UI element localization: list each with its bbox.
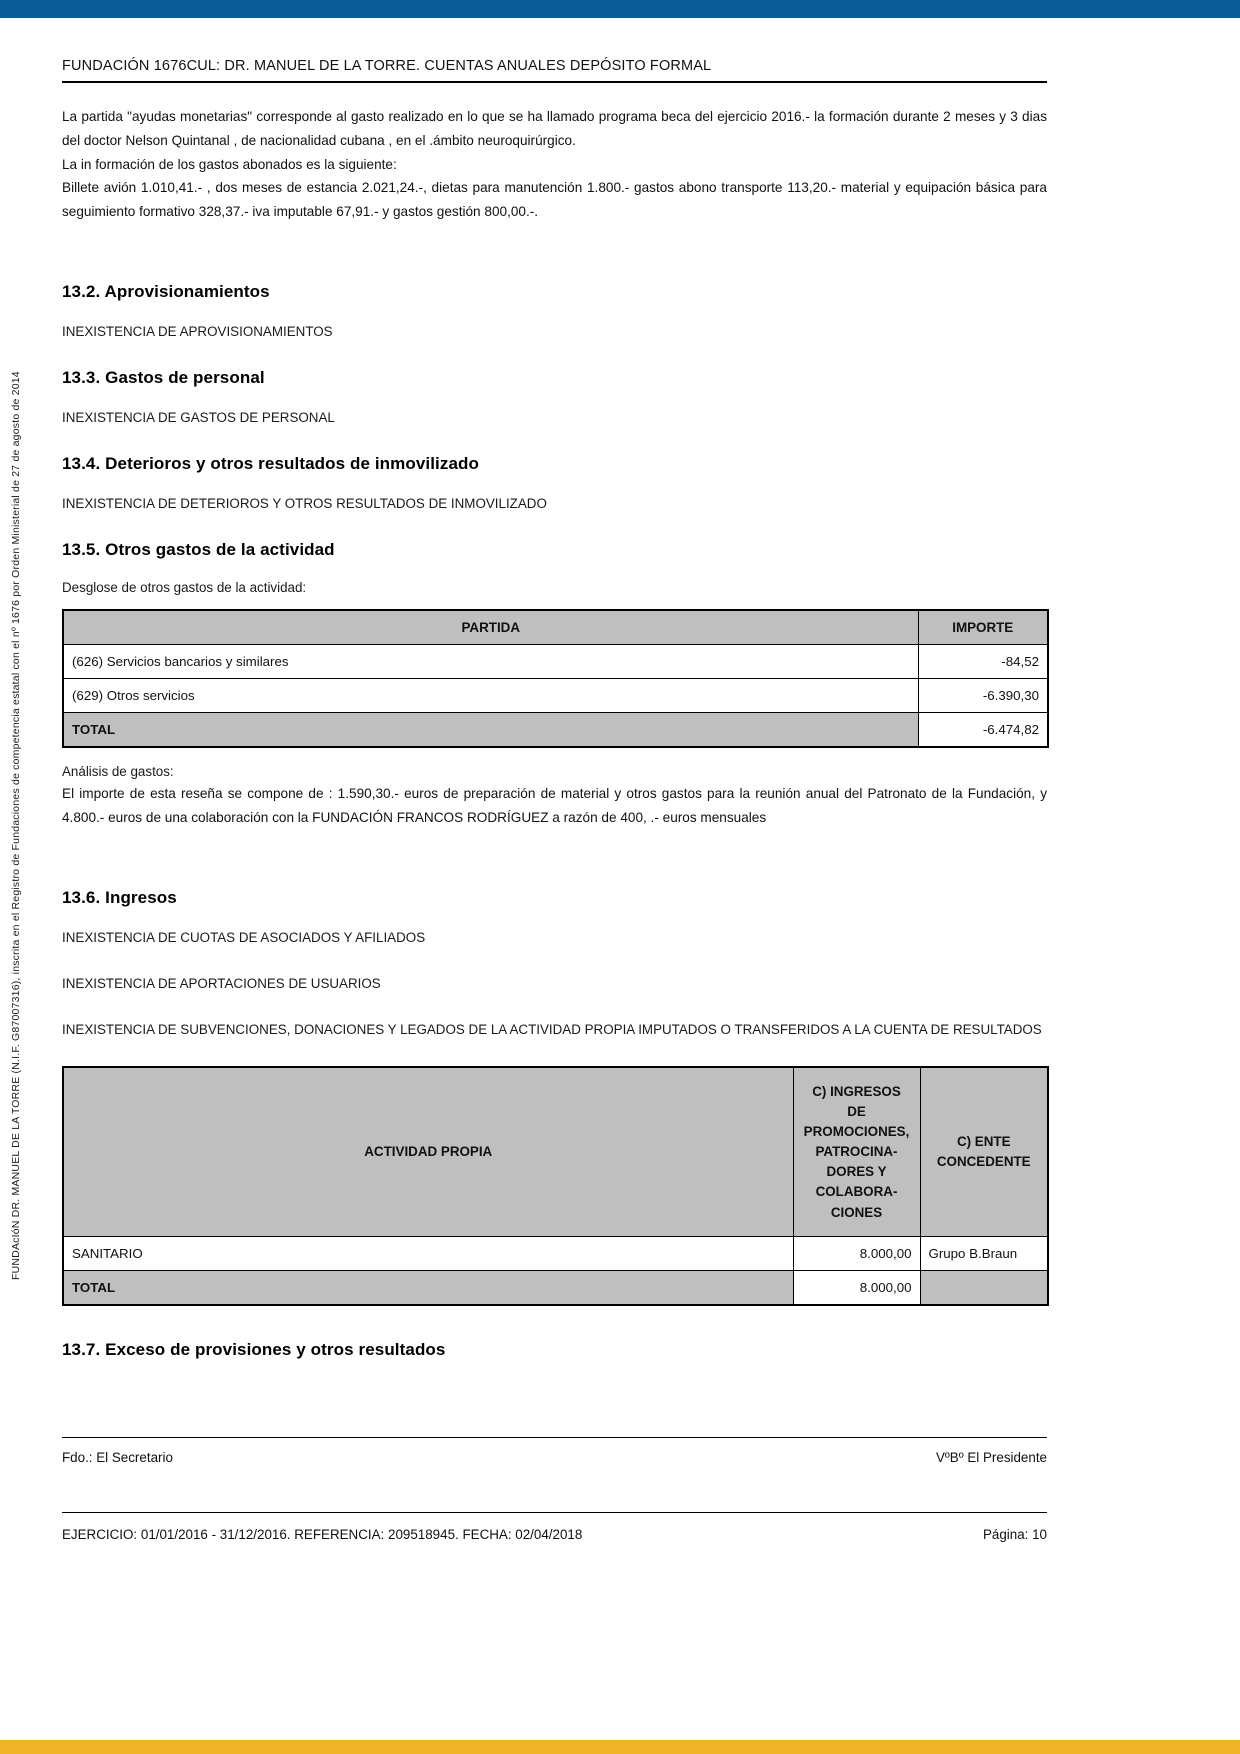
header-line: DE xyxy=(847,1103,866,1119)
table-row xyxy=(63,1237,1048,1271)
table-ingresos-header-row xyxy=(63,1067,1048,1237)
page-footer xyxy=(62,1527,1047,1542)
cell-total-ente xyxy=(920,1271,1048,1306)
section-title-13-2: 13.2. Aprovisionamientos xyxy=(62,281,270,301)
header-line: PROMOCIONES, xyxy=(803,1124,910,1140)
cell-importe: -84,52 xyxy=(918,645,1048,679)
signature-divider xyxy=(62,1437,1047,1438)
section-body-13-6-a: INEXISTENCIA DE CUOTAS DE ASOCIADOS Y AFILIADOS xyxy=(62,929,426,945)
table-gastos-header-row xyxy=(63,610,1048,645)
spacer xyxy=(62,830,1047,888)
section-body-13-2: INEXISTENCIA DE APROVISIONAMIENTOS xyxy=(62,323,333,339)
table-row xyxy=(63,679,1048,713)
intro-paragraph-1: La partida "ayudas monetarias" corresponde al gasto realizado en lo que se ha llamado programa beca del ejercicio 2016.- la formación durante 2 meses y 3 dias del doctor Nelson Quintanal , de nacionalidad cubana , en el .ámbito neuroquirúrgico. xyxy=(62,109,1047,148)
footer-exercise-reference: EJERCICIO: 01/01/2016 - 31/12/2016. REFERENCIA: 209518945. FECHA: 02/04/2018 xyxy=(62,1527,583,1542)
analysis-label: Análisis de gastos: xyxy=(62,764,174,780)
header-divider xyxy=(62,81,1047,83)
signature-secretary: Fdo.: El Secretario xyxy=(62,1450,173,1465)
section-title-13-6: 13.6. Ingresos xyxy=(62,887,177,907)
signature-row xyxy=(62,1450,1047,1465)
cell-ente: Grupo B.Braun xyxy=(920,1237,1048,1271)
footer-page-number: Página: 10 xyxy=(982,1527,1047,1542)
table-otros-gastos xyxy=(62,609,1049,748)
spacer xyxy=(62,748,1047,762)
spacer xyxy=(62,224,1047,282)
col-header-partida: PARTIDA xyxy=(63,610,918,645)
header-line: C) ENTE xyxy=(956,1134,1011,1150)
document-header-title: FUNDACIÓN 1676CUL: DR. MANUEL DE LA TORRE. CUENTAS ANUALES DEPÓSITO FORMAL xyxy=(62,58,712,74)
bottom-accent-bar xyxy=(0,1740,1240,1754)
section-title-13-7: 13.7. Exceso de provisiones y otros resultados xyxy=(62,1340,446,1360)
section-body-13-3: INEXISTENCIA DE GASTOS DE PERSONAL xyxy=(62,410,335,426)
signature-president: VºBº El Presidente xyxy=(935,1450,1047,1465)
cell-actividad: SANITARIO xyxy=(63,1237,793,1271)
intro-paragraph-3: Billete avión 1.010,41.- , dos meses de estancia 2.021,24.-, dietas para manutención 1.800.- gastos abono transporte 113,20.- material y equipación básica para seguimiento formativo 328,37.- iva imputable 67,91.- y gastos gestión 800,00.-. xyxy=(62,180,1047,220)
section-body-13-6-c: INEXISTENCIA DE SUBVENCIONES, DONACIONES Y LEGADOS DE LA ACTIVIDAD PROPIA IMPUTADOS O TRANSFERIDOS A LA CUENTA DE RESULTADOS xyxy=(62,1022,1042,1038)
footer-divider xyxy=(62,1512,1047,1513)
cell-ingresos: 8.000,00 xyxy=(793,1237,920,1271)
header-line: C) INGRESOS xyxy=(812,1083,901,1099)
section-title-13-5: 13.5. Otros gastos de la actividad xyxy=(62,540,335,560)
cell-total-ingresos: 8.000,00 xyxy=(793,1271,920,1306)
table-gastos-lead: Desglose de otros gastos de la actividad: xyxy=(62,580,307,596)
section-title-13-4: 13.4. Deterioros y otros resultados de inmovilizado xyxy=(62,454,479,474)
cell-partida: (626) Servicios bancarios y similares xyxy=(63,645,918,679)
spacer xyxy=(62,1306,1047,1340)
cell-importe: -6.390,30 xyxy=(918,679,1048,713)
vertical-registry-note: FUNDAcIóN DR. MANUEL DE LA TORRE (N.I.F. G87007316), inscrita en el Registro de Fundaciones de competencia estatal con el nº 1676 por Orden Ministerial de 27 de agosto de 2014 xyxy=(10,371,22,1280)
table-ingresos-actividad xyxy=(62,1066,1049,1306)
header-line: CONCEDENTE xyxy=(936,1154,1031,1170)
cell-total-importe: -6.474,82 xyxy=(918,713,1048,748)
col-header-ente-concedente xyxy=(920,1067,1048,1237)
col-header-ingresos-promociones xyxy=(793,1067,920,1237)
table-ingresos-total-row xyxy=(63,1271,1048,1306)
cell-partida: (629) Otros servicios xyxy=(63,679,918,713)
table-gastos-total-row xyxy=(63,713,1048,748)
header-line: COLABORA- xyxy=(815,1184,898,1200)
header-line: PATROCINA- xyxy=(815,1144,898,1160)
intro-paragraph-2: La in formación de los gastos abonados es la siguiente: xyxy=(62,156,397,172)
top-accent-bar xyxy=(0,0,1240,18)
table-row xyxy=(63,645,1048,679)
section-body-13-4: INEXISTENCIA DE DETERIOROS Y OTROS RESULTADOS DE INMOVILIZADO xyxy=(62,496,547,512)
header-line: CIONES xyxy=(830,1204,883,1220)
analysis-paragraph: El importe de esta reseña se compone de : 1.590,30.- euros de preparación de material y otros gastos para la reunión anual del Patronato de la Fundación, y 4.800.- euros de una colaboración con la FUNDACIÓN FRANCOS RODRÍGUEZ a razón de 400, .- euros mensuales xyxy=(62,786,1047,826)
document-content xyxy=(62,58,1047,1380)
cell-total-label: TOTAL xyxy=(63,1271,793,1306)
col-header-importe: IMPORTE xyxy=(918,610,1048,645)
header-line: DORES Y xyxy=(826,1164,887,1180)
section-body-13-6-b: INEXISTENCIA DE APORTACIONES DE USUARIOS xyxy=(62,976,381,992)
cell-total-label: TOTAL xyxy=(63,713,918,748)
col-header-actividad-propia: ACTIVIDAD PROPIA xyxy=(63,1067,793,1237)
section-title-13-3: 13.3. Gastos de personal xyxy=(62,368,265,388)
